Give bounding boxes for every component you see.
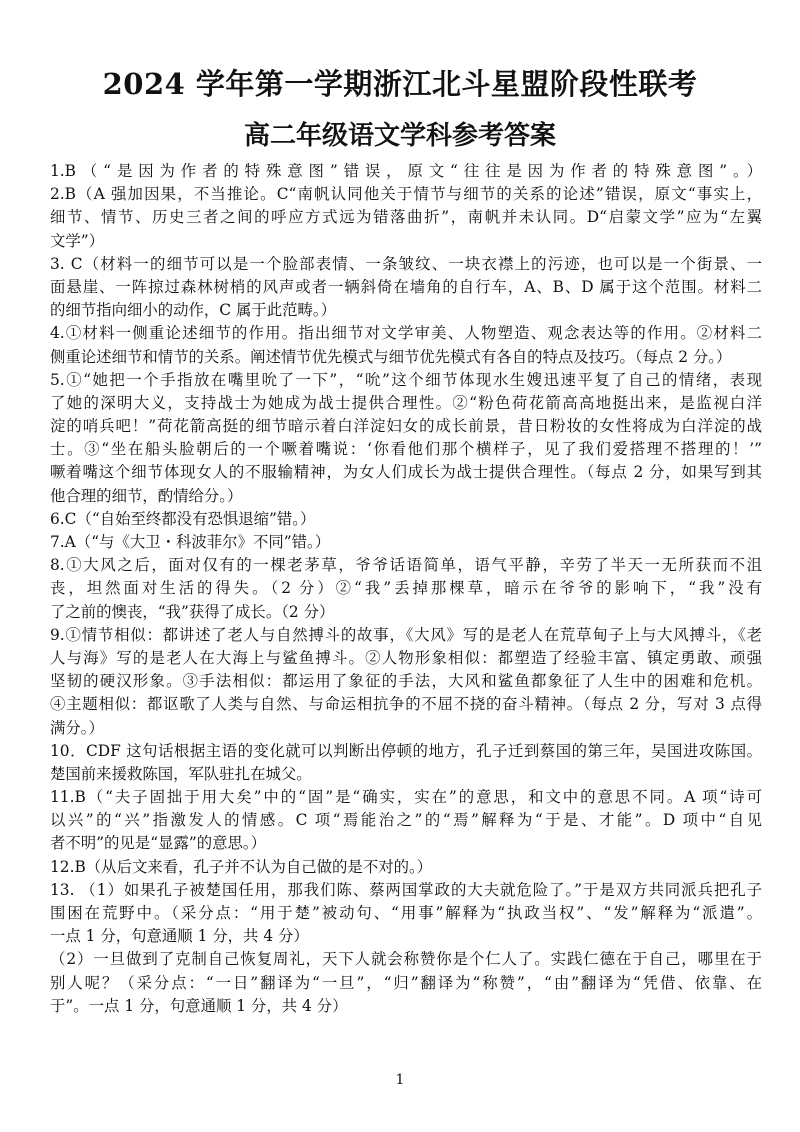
answer-line: 5.①“她把一个手指放在嘴里吮了一下”，“吮”这个细节体现水生嫂迅速平复了自己的情绪，表现	[50, 370, 762, 389]
answer-line: 坚韧的硬汉形象。③手法相似：都运用了象征的手法，大风和鲨鱼都象征了人生中的困难和危机。	[50, 672, 762, 691]
answer-body	[50, 160, 762, 1018]
page-number: 1	[395, 1072, 405, 1088]
answer-line: 楚国前来援救陈国，军队驻扎在城父。	[50, 764, 312, 783]
answer-line: 12.B（从后文来看，孔子并不认为自己做的是不对的。）	[50, 857, 433, 876]
answer-line: 文学”）	[50, 231, 105, 250]
answer-line: 了她的深明大义，支持战士为她成为战士提供合理性。②“粉色荷花箭高高地挺出来，是监视白洋	[50, 393, 762, 412]
answer-line: 11.B（“夫子固拙于用大矣”中的“固”是“确实，实在”的意思，和文中的意思不同。A 项“诗可	[50, 788, 762, 807]
answer-line: 面悬崖、一阵掠过森林树梢的风声或者一辆斜倚在墙角的自行车，A、B、D 属于这个范围。材料二	[50, 277, 762, 296]
answer-line: 13. （1）如果孔子被楚国任用，那我们陈、蔡两国掌政的大夫就危险了。”于是双方共同派兵把孔子	[50, 880, 762, 899]
answer-line: 一点 1 分，句意通顺 1 分，共 4 分）	[50, 927, 309, 946]
page-title: 2024 学年第一学期浙江北斗星盟阶段性联考	[102, 67, 698, 101]
answer-line: 人与海》写的是老人在大海上与鲨鱼搏斗。②人物形象相似：都塑造了经验丰富、镇定勇敢、顽强	[50, 648, 762, 667]
answer-line: （2）一旦做到了克制自己恢复周礼，天下人就会称赞你是个仁人了。实践仁德在于自己，哪里在于	[50, 950, 762, 969]
answer-line: 者不明”的见是“显露”的意思。）	[50, 834, 266, 853]
answer-line: 淀的哨兵吧！”荷花箭高挺的细节暗示着白洋淀妇女的成长前景，昔日粉妆的女性将成为白洋淀的战	[50, 417, 762, 436]
answer-line: 细节、情节、历史三者之间的呼应方式远为错落曲折”，南帆并未认同。D“启蒙文学”应为“左翼	[50, 208, 762, 227]
answer-line: 6.C（“自始至终都没有恐惧退缩”错。）	[50, 509, 316, 528]
answer-line: 2.B（A 强加因果，不当推论。C“南帆认同他关于情节与细节的关系的论述”错误，原文“事实上，	[50, 185, 762, 204]
answer-line: 围困在荒野中。（采分点：“用于楚”被动句、“用事”解释为“执政当权”、“发”解释为“派遣”。	[50, 904, 762, 922]
answer-line: 丧，坦然面对生活的得失。（2 分）②“我”丢掉那棵草，暗示在爷爷的影响下，“我”没有	[50, 579, 762, 598]
answer-line: 别人呢？（采分点：“一日”翻译为“一旦”，“归”翻译为“称赞”，“由”翻译为“凭借、依靠、在	[50, 973, 762, 992]
answer-line: 9.①情节相似：都讲述了老人与自然搏斗的故事，《大风》写的是老人在荒草甸子上与大风搏斗，《老	[50, 625, 762, 644]
answer-line: 7.A（“与《大卫・科波菲尔》不同”错。）	[50, 533, 331, 551]
answer-line: ④主题相似：都讴歌了人类与自然、与命运相抗争的不屈不挠的奋斗精神。（每点 2 分，写对 3 点得	[50, 695, 762, 714]
answer-line: 1.B（“是因为作者的特殊意图”错误，原文“往往是因为作者的特殊意图”。）	[50, 162, 762, 180]
answer-line: 于”。一点 1 分，句意通顺 1 分，共 4 分）	[50, 996, 348, 1015]
answer-line: 侧重论述细节和情节的关系。阐述情节优先模式与细节优先模式有各自的特点及技巧。（每点 2 分。）	[50, 347, 732, 366]
answer-line: 了之前的懊丧，“我”获得了成长。（2 分）	[50, 602, 335, 621]
answer-line: 3. C（材料一的细节可以是一个脸部表情、一条皱纹、一块衣襟上的污迹，也可以是一个街景、一	[50, 254, 762, 273]
answer-line: 8.①大风之后，面对仅有的一棵老茅草，爷爷话语简单，语气平静，辛劳了半天一无所获而不沮	[50, 556, 762, 575]
answer-line: 以兴”的“兴”指激发人的情感。C 项“焉能治之”的“焉”解释为“于是、才能”。D 项中“自见	[50, 811, 762, 830]
answer-line: 4.①材料一侧重论述细节的作用。指出细节对文学审美、人物塑造、观念表达等的作用。②材料二	[50, 324, 762, 343]
answer-line: 他合理的细节，酌情给分。）	[50, 486, 243, 505]
answer-line: 10．CDF 这句话根据主语的变化就可以判断出停顿的地方，孔子迁到蔡国的第三年，吴国进攻陈国。	[50, 741, 762, 760]
answer-line: 士。③“坐在船头脸朝后的一个噘着嘴说：‘你看他们那个横样子，见了我们爱搭理不搭理的！’”	[50, 440, 762, 459]
answer-line: 满分。）	[50, 718, 104, 737]
answer-line: 的细节指向细小的动作，C 属于此范畴。）	[50, 301, 336, 320]
answer-line: 噘着嘴这个细节体现女人的不服输精神，为女人们成长为战士提供合理性。（每点 2 分，如果写到其	[50, 463, 762, 482]
page-subtitle: 高二年级语文学科参考答案	[243, 121, 556, 151]
